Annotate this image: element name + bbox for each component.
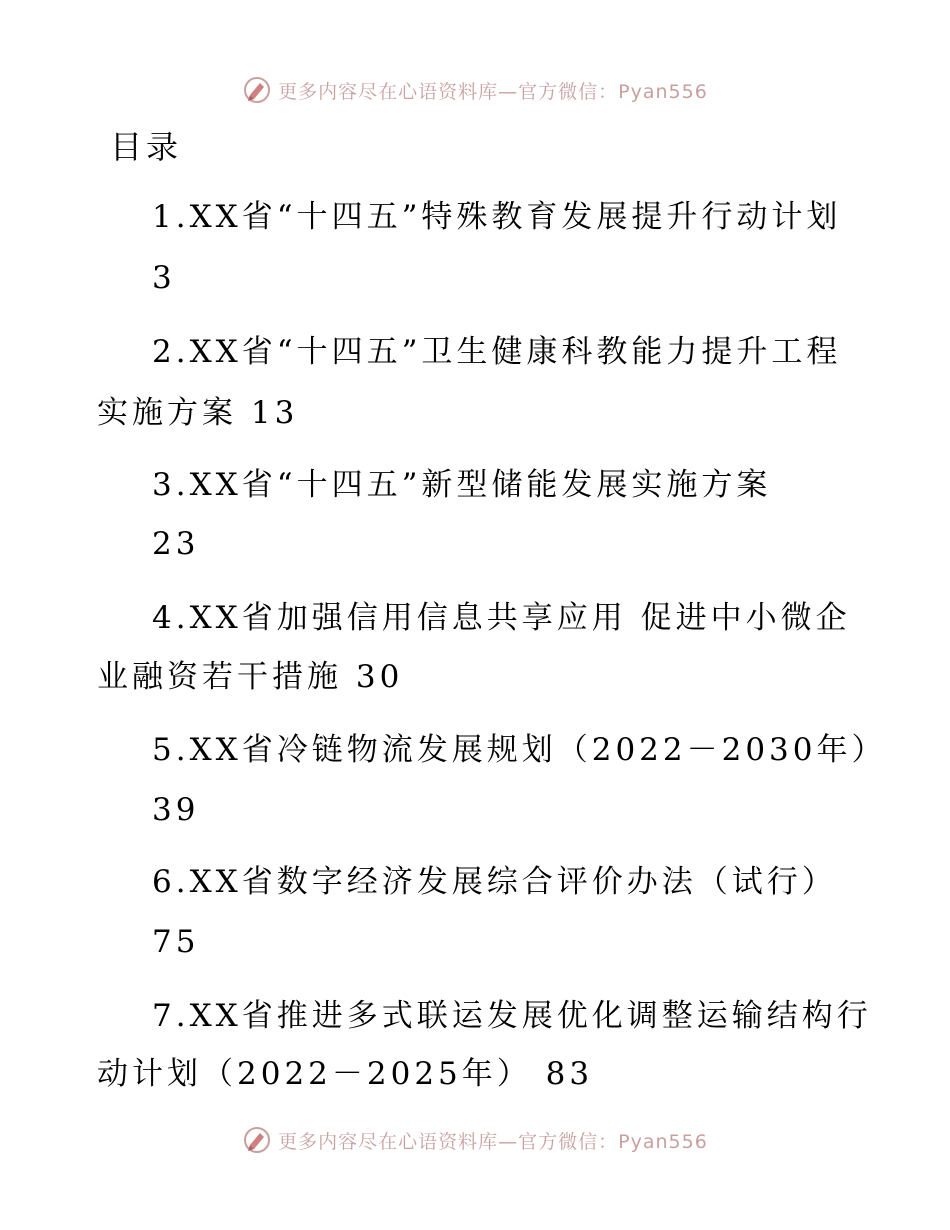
toc-entry-7-continuation: 动计划（2022－2025年） 83 <box>97 1056 594 1092</box>
toc-entry-6-title: 6.XX省数字经济发展综合评价办法（试行） <box>152 864 837 900</box>
toc-entry-4-continuation: 业融资若干措施 30 <box>97 659 404 695</box>
toc-entry-4-title: 4.XX省加强信用信息共享应用 促进中小微企 <box>152 600 851 636</box>
toc-entry-2-title: 2.XX省“十四五”卫生健康科教能力提升工程 <box>152 334 842 370</box>
toc-entry-3-page: 23 <box>152 526 200 562</box>
toc-entry-5-title: 5.XX省冷链物流发展规划（2022－2030年） <box>152 732 887 768</box>
toc-entry-3-title: 3.XX省“十四五”新型储能发展实施方案 <box>152 467 772 503</box>
watermark-text: 更多内容尽在心语资料库—官方微信：Pyan556 <box>278 80 708 103</box>
page-title: 目录 <box>110 128 183 166</box>
footer-watermark <box>0 1120 950 1160</box>
toc-entry-7-title: 7.XX省推进多式联运发展优化调整运输结构行 <box>152 998 872 1034</box>
toc-entry-1-title: 1.XX省“十四五”特殊教育发展提升行动计划 <box>152 199 842 235</box>
toc-entry-6-page: 75 <box>152 924 200 960</box>
toc-entry-2-continuation: 实施方案 13 <box>97 395 299 431</box>
toc-entry-1-page: 3 <box>152 260 176 296</box>
pen-logo-icon <box>242 75 272 105</box>
watermark-text: 更多内容尽在心语资料库—官方微信：Pyan556 <box>278 1130 708 1153</box>
toc-entry-5-page: 39 <box>152 792 200 828</box>
header-watermark <box>0 70 950 110</box>
pen-logo-icon <box>242 1125 272 1155</box>
